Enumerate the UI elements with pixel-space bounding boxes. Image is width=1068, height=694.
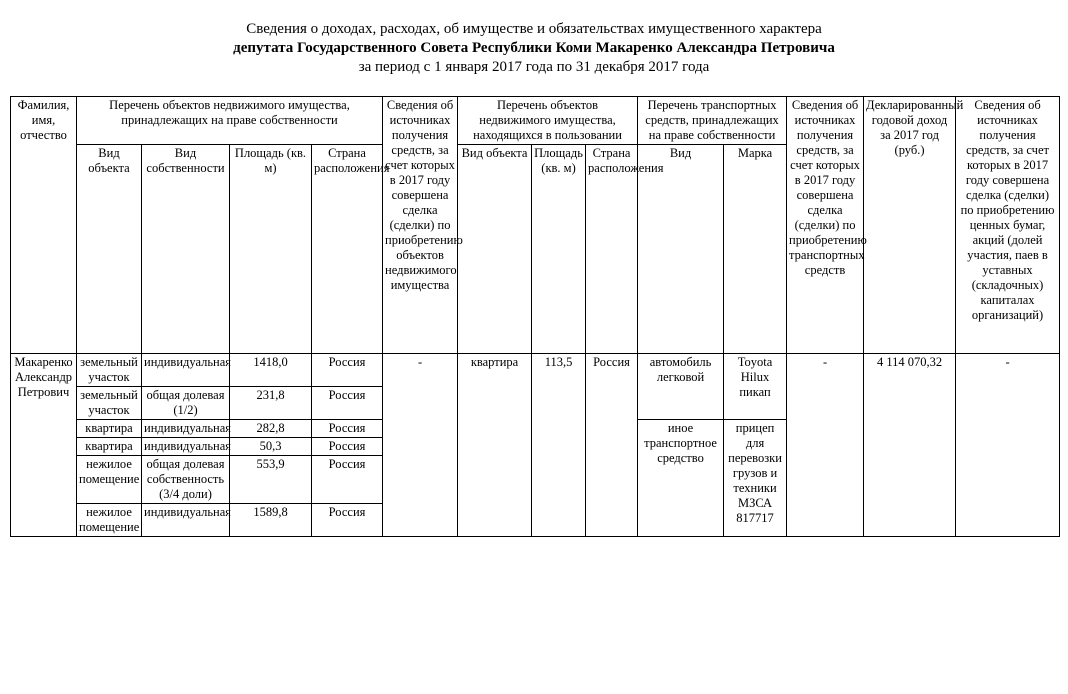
col-header-owned-ownership: Вид собственности [142,145,230,354]
owned-country: Россия [312,387,383,420]
owned-ownership: общая долевая собственность (3/4 доли) [142,456,230,504]
owned-type: квартира [77,438,142,456]
col-header-owned-type: Вид объекта [77,145,142,354]
owned-ownership: индивидуальная [142,420,230,438]
person-name: Макаренко Александр Петрович [11,354,77,537]
owned-area: 1418,0 [230,354,312,387]
heading-line-3: за период с 1 января 2017 года по 31 декабря 2017 года [358,59,710,75]
heading-line-1: Сведения о доходах, расходах, об имуществе и обязательствах имущественного характера [246,21,822,37]
owned-area: 282,8 [230,420,312,438]
use-area: 113,5 [532,354,586,537]
col-header-owned-area: Площадь (кв. м) [230,145,312,354]
col-header-owned-group: Перечень объектов недвижимого имущества, принадлежащих на праве собственности [77,97,383,145]
col-header-use-country: Страна расположения [586,145,638,354]
re-sources-value: - [383,354,458,537]
owned-ownership: общая долевая (1/2) [142,387,230,420]
col-header-owned-country: Страна расположения [312,145,383,354]
vehicle-brand: прицеп для перевозки грузов и техники МЗСА 817717 [724,420,787,537]
use-type: квартира [458,354,532,537]
col-header-vehicle-brand: Марка [724,145,787,354]
col-header-sec-sources: Сведения об источниках получения средств, за счет которых в 2017 году совершена сделка (сделки) по приобретению ценных бумаг, акций (долей участия, паев в уставных (складочных) капиталах организаций) [956,97,1060,354]
owned-country: Россия [312,420,383,438]
owned-ownership: индивидуальная [142,438,230,456]
col-header-use-group: Перечень объектов недвижимого имущества, находящихся в пользовании [458,97,638,145]
declaration-table [10,96,1060,537]
vehicle-kind: иное транспортное средство [638,420,724,537]
owned-ownership: индивидуальная [142,504,230,537]
owned-area: 50,3 [230,438,312,456]
use-country: Россия [586,354,638,537]
owned-ownership: индивидуальная [142,354,230,387]
vehicle-kind: автомобиль легковой [638,354,724,420]
owned-type: нежилое помещение [77,456,142,504]
vehicle-brand: Toyota Hilux пикап [724,354,787,420]
owned-type: земельный участок [77,354,142,387]
col-header-vehicle-group: Перечень транспортных средств, принадлежащих на праве собственности [638,97,787,145]
owned-country: Россия [312,504,383,537]
col-header-income: Декларированный годовой доход за 2017 год (руб.) [864,97,956,354]
owned-type: квартира [77,420,142,438]
col-header-use-area: Площадь (кв. м) [532,145,586,354]
sec-sources-value: - [956,354,1060,537]
document-heading [0,20,1068,77]
heading-line-2: депутата Государственного Совета Республики Коми Макаренко Александра Петровича [233,40,835,56]
owned-type: нежилое помещение [77,504,142,537]
owned-country: Россия [312,456,383,504]
col-header-fio: Фамилия, имя, отчество [11,97,77,354]
veh-sources-value: - [787,354,864,537]
col-header-use-type: Вид объекта [458,145,532,354]
owned-type: земельный участок [77,387,142,420]
income-value: 4 114 070,32 [864,354,956,537]
owned-country: Россия [312,438,383,456]
owned-area: 553,9 [230,456,312,504]
col-header-vehicle-kind: Вид [638,145,724,354]
table-row [11,354,1060,387]
owned-area: 1589,8 [230,504,312,537]
owned-country: Россия [312,354,383,387]
col-header-veh-sources: Сведения об источниках получения средств, за счет которых в 2017 году совершена сделка (сделки) по приобретению транспортных средств [787,97,864,354]
col-header-re-sources: Сведения об источниках получения средств, за счет которых в 2017 году совершена сделка (сделки) по приобретению объектов недвижимого имущества [383,97,458,354]
owned-area: 231,8 [230,387,312,420]
